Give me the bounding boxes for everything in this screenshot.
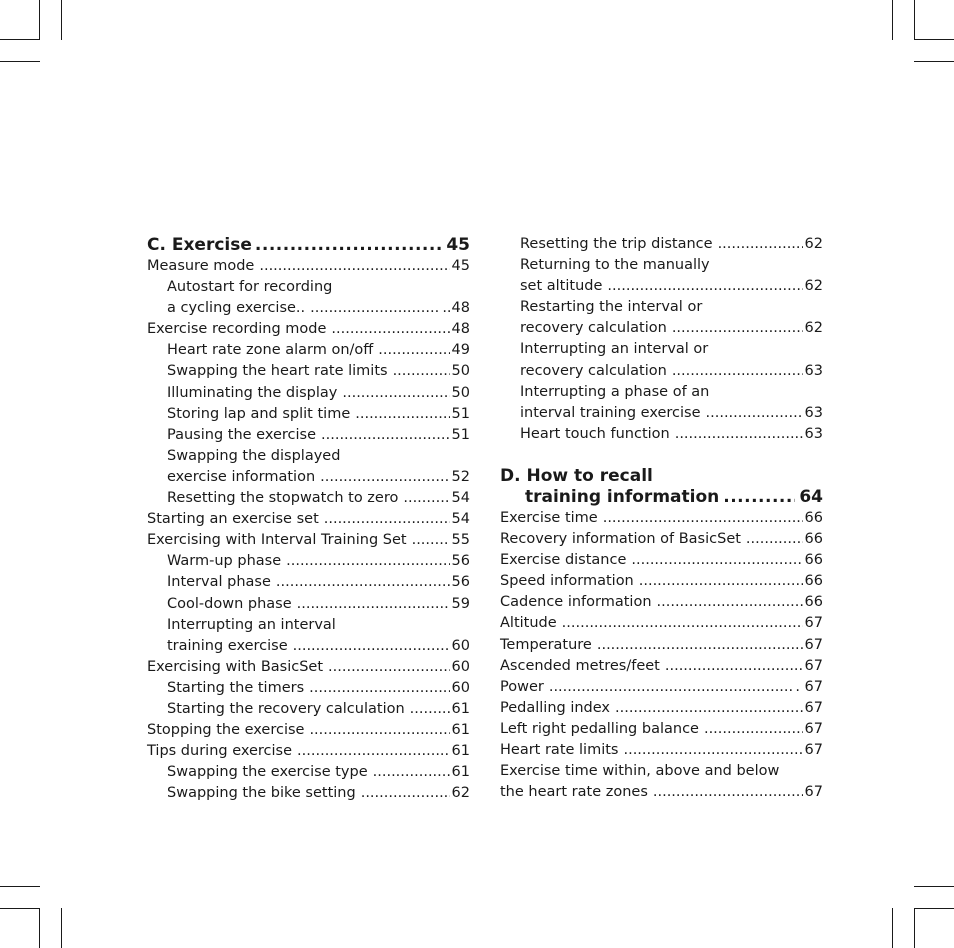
dot-leader (723, 487, 795, 508)
toc-entry (147, 425, 470, 446)
dot-leader (320, 467, 449, 488)
dot-leader (562, 613, 803, 634)
toc-entry (147, 762, 470, 783)
toc-entry-page: 56 (451, 574, 470, 591)
section-page: 64 (799, 486, 823, 507)
toc-entry (147, 678, 470, 699)
toc-entry (500, 234, 823, 255)
dot-leader (672, 361, 803, 382)
toc-entry-page: 63 (804, 425, 823, 442)
toc-entry (500, 571, 823, 592)
dot-leader (410, 699, 450, 720)
toc-entry-text: Heart rate zone alarm on/off (167, 342, 374, 359)
toc-entry (147, 783, 470, 804)
dot-leader (704, 719, 803, 740)
toc-entry-text: Starting the recovery calculation (167, 700, 405, 717)
dot-leader (607, 276, 802, 297)
section-title: C. Exercise (147, 235, 252, 255)
dot-leader (549, 677, 793, 698)
toc-entry-page: 66 (804, 552, 823, 569)
toc-entry-page: 66 (804, 531, 823, 548)
dot-leader (310, 298, 440, 319)
toc-entry-page: 54 (451, 490, 470, 507)
toc-entry (147, 699, 470, 720)
toc-entry (147, 340, 470, 361)
toc-entry-page: 59 (451, 595, 470, 612)
toc-entry-text: Illuminating the display (167, 384, 338, 401)
section-page: 45 (446, 235, 470, 255)
toc-entry-text: Exercise distance (500, 552, 627, 569)
toc-entry (147, 404, 470, 425)
dot-leader (623, 740, 802, 761)
toc-entry-page: 61 (451, 764, 470, 781)
toc-entry (147, 551, 470, 572)
toc-entry (147, 509, 470, 530)
dot-leader (373, 762, 450, 783)
crop-mark (914, 39, 954, 40)
toc-entry-text: a cycling exercise.. (167, 300, 306, 317)
toc-entry-text: Starting an exercise set (147, 511, 319, 528)
toc-entry-text: Temperature (500, 636, 592, 653)
toc-entry-page: 54 (451, 511, 470, 528)
toc-entry-text: Cadence information (500, 594, 652, 611)
dot-leader (597, 635, 803, 656)
toc-entry-page: 60 (451, 679, 470, 696)
toc-entry-text: Interrupting an interval (167, 616, 336, 633)
dot-leader (653, 782, 803, 803)
section-gap (500, 445, 823, 466)
dot-leader (603, 508, 803, 529)
toc-entry-text: Swapping the displayed (167, 447, 341, 464)
dot-leader (672, 318, 803, 339)
toc-entry-page: 49 (451, 342, 470, 359)
dot-leader (718, 234, 803, 255)
toc-entry-text: Starting the timers (167, 679, 305, 696)
dot-leader (403, 488, 449, 509)
toc-entry-page: 67 (804, 741, 823, 758)
section-title: D. How to recall (500, 465, 653, 486)
toc-entry-text: Exercise time (500, 509, 598, 526)
toc-entry (500, 698, 823, 719)
toc-entry-text: Cool-down phase (167, 595, 292, 612)
toc-entry (500, 361, 823, 382)
toc-entry (147, 361, 470, 382)
toc-entry (147, 572, 470, 593)
toc-list (147, 256, 470, 804)
toc-entry-text: Tips during exercise (147, 743, 293, 760)
toc-entry-text: Swapping the heart rate limits (167, 363, 388, 380)
toc-entry-page: 55 (451, 532, 470, 549)
toc-entry-page: 60 (451, 637, 470, 654)
toc-entry-text: Speed information (500, 573, 634, 590)
toc-entry-page: 66 (804, 573, 823, 590)
toc-entry-page: 61 (451, 743, 470, 760)
toc-entry (500, 677, 823, 698)
toc-entry-page: 51 (451, 405, 470, 422)
toc-entry-page: 63 (804, 404, 823, 421)
toc-entry (500, 255, 823, 276)
toc-entry (500, 424, 823, 445)
toc-entry-page: 61 (451, 722, 470, 739)
crop-mark (0, 61, 40, 62)
toc-entry (147, 277, 470, 298)
crop-mark (914, 908, 915, 948)
toc-entry-text: Storing lap and split time (167, 405, 351, 422)
dot-leader (342, 383, 449, 404)
crop-mark (0, 886, 40, 887)
dot-leader (631, 550, 802, 571)
toc-entry-text: Exercise recording mode (147, 321, 327, 338)
toc-entry (147, 446, 470, 467)
toc-entry-page: 56 (451, 553, 470, 570)
toc-entry (147, 383, 470, 404)
toc-entry-page: 67 (804, 636, 823, 653)
dot-leader (675, 424, 803, 445)
toc-entry-page: 45 (451, 258, 470, 274)
toc-entry-page: 51 (451, 426, 470, 443)
toc-entry (500, 761, 823, 782)
toc-entry (500, 782, 823, 803)
crop-mark (914, 0, 915, 40)
toc-entry-text: Altitude (500, 615, 557, 632)
toc-entry (147, 741, 470, 762)
dot-leader (309, 678, 449, 699)
toc-entry-text: Exercise time within, above and below (500, 763, 780, 780)
toc-entry (500, 403, 823, 424)
dot-leader (657, 592, 803, 613)
toc-entry-page: ..48 (442, 300, 470, 317)
toc-entry-text: Swapping the bike setting (167, 785, 356, 802)
toc-entry (147, 594, 470, 615)
crop-mark (39, 0, 40, 40)
dot-leader (297, 594, 450, 615)
toc-entry-page: 62 (804, 320, 823, 337)
toc-entry-page: 62 (804, 278, 823, 295)
toc-entry-text: Autostart for recording (167, 279, 333, 296)
toc-entry-text: Pausing the exercise (167, 426, 317, 443)
crop-mark (61, 0, 62, 40)
toc-entry-text: Heart rate limits (500, 741, 619, 758)
dot-leader (331, 319, 449, 340)
toc-entry (500, 276, 823, 297)
dot-leader (412, 530, 450, 551)
toc-entry-text: Exercising with Interval Training Set (147, 532, 407, 549)
section-heading (147, 234, 470, 256)
toc-entry-text: exercise information (167, 468, 316, 485)
toc-entry-text: recovery calculation (520, 320, 667, 337)
toc-entry-page: 61 (451, 700, 470, 717)
dot-leader (276, 572, 450, 593)
crop-mark (0, 908, 40, 909)
section-heading (500, 466, 823, 508)
toc-entry-text: Interval phase (167, 574, 271, 591)
dot-leader (321, 425, 450, 446)
toc-entry-text: Swapping the exercise type (167, 764, 368, 781)
toc-entry-page: 60 (451, 658, 470, 675)
toc-entry-text: Resetting the stopwatch to zero (167, 490, 399, 507)
crop-mark (892, 0, 893, 40)
crop-mark (892, 908, 893, 948)
toc-entry (147, 319, 470, 340)
toc-entry (500, 740, 823, 761)
crop-mark (914, 61, 954, 62)
toc-list (500, 234, 823, 445)
toc-entry-page: 52 (451, 468, 470, 485)
toc-entry-page: 67 (804, 699, 823, 716)
toc-entry-page: 66 (804, 594, 823, 611)
toc-entry (500, 613, 823, 634)
dot-leader (355, 404, 449, 425)
section-title-line2: training information (525, 486, 720, 507)
toc-entry-page: 50 (451, 384, 470, 401)
toc-entry (147, 636, 470, 657)
toc-entry-text: Left right pedalling balance (500, 720, 699, 737)
dot-leader (293, 636, 450, 657)
toc-entry (147, 530, 470, 551)
toc-entry-page: 50 (451, 363, 470, 380)
dot-leader (309, 720, 449, 741)
toc-entry (147, 256, 470, 277)
toc-left-column (147, 234, 470, 804)
toc-entry (147, 488, 470, 509)
dot-leader (378, 340, 449, 361)
toc-entry-page: 62 (804, 236, 823, 252)
toc-entry-text: Interrupting an interval or (520, 341, 709, 358)
toc-entry-text: set altitude (520, 278, 603, 295)
dot-leader (361, 783, 450, 804)
toc-entry-text: Measure mode (147, 258, 255, 274)
toc-entry-text: Recovery information of BasicSet (500, 531, 741, 548)
toc-entry-text: interval training exercise (520, 404, 701, 421)
toc-right-column (500, 234, 823, 803)
toc-entry-page: 67 (804, 657, 823, 674)
toc-entry (500, 339, 823, 360)
dot-leader (706, 403, 803, 424)
dot-leader (297, 741, 450, 762)
dot-leader (615, 698, 803, 719)
crop-mark (0, 39, 40, 40)
crop-mark (61, 908, 62, 948)
toc-entry-page: 67 (804, 615, 823, 632)
toc-entry-text: Warm-up phase (167, 553, 282, 570)
toc-entry-page: . 67 (795, 678, 823, 695)
toc-entry-text: Returning to the manually (520, 257, 710, 274)
toc-entry-text: Stopping the exercise (147, 722, 305, 739)
toc-entry (500, 508, 823, 529)
toc-entry (500, 719, 823, 740)
dot-leader (328, 657, 450, 678)
dot-leader (255, 234, 443, 256)
toc-entry-text: Exercising with BasicSet (147, 658, 324, 675)
toc-entry-text: recovery calculation (520, 362, 667, 379)
toc-entry (500, 550, 823, 571)
dot-leader (286, 551, 449, 572)
toc-entry (147, 720, 470, 741)
toc-entry-text: Resetting the trip distance (520, 236, 713, 252)
dot-leader (324, 509, 450, 530)
toc-entry-text: Interrupting a phase of an (520, 383, 710, 400)
toc-list (500, 508, 823, 803)
toc-entry-text: Heart touch function (520, 425, 670, 442)
toc-entry (500, 382, 823, 403)
toc-entry-text: Power (500, 678, 544, 695)
toc-entry-text: training exercise (167, 637, 288, 654)
toc-entry (147, 615, 470, 636)
crop-mark (914, 886, 954, 887)
dot-leader (259, 256, 449, 277)
toc-entry-page: 66 (804, 509, 823, 526)
toc-entry-text: Ascended metres/feet (500, 657, 660, 674)
toc-entry (500, 318, 823, 339)
toc-entry (500, 656, 823, 677)
toc-entry-text: the heart rate zones (500, 784, 648, 801)
toc-entry (500, 297, 823, 318)
toc-entry (500, 592, 823, 613)
toc-entry-text: Pedalling index (500, 699, 610, 716)
toc-entry-page: 67 (804, 784, 823, 801)
dot-leader (393, 361, 450, 382)
crop-mark (39, 908, 40, 948)
toc-entry-page: 63 (804, 362, 823, 379)
dot-leader (639, 571, 803, 592)
toc-entry (147, 657, 470, 678)
toc-entry (147, 467, 470, 488)
dot-leader (665, 656, 803, 677)
toc-entry-page: 67 (804, 720, 823, 737)
toc-entry-text: Restarting the interval or (520, 299, 703, 316)
dot-leader (746, 529, 803, 550)
toc-entry (147, 298, 470, 319)
toc-entry-page: 62 (451, 785, 470, 802)
toc-entry (500, 635, 823, 656)
toc-entry (500, 529, 823, 550)
toc-entry-page: 48 (451, 321, 470, 338)
crop-mark (914, 908, 954, 909)
